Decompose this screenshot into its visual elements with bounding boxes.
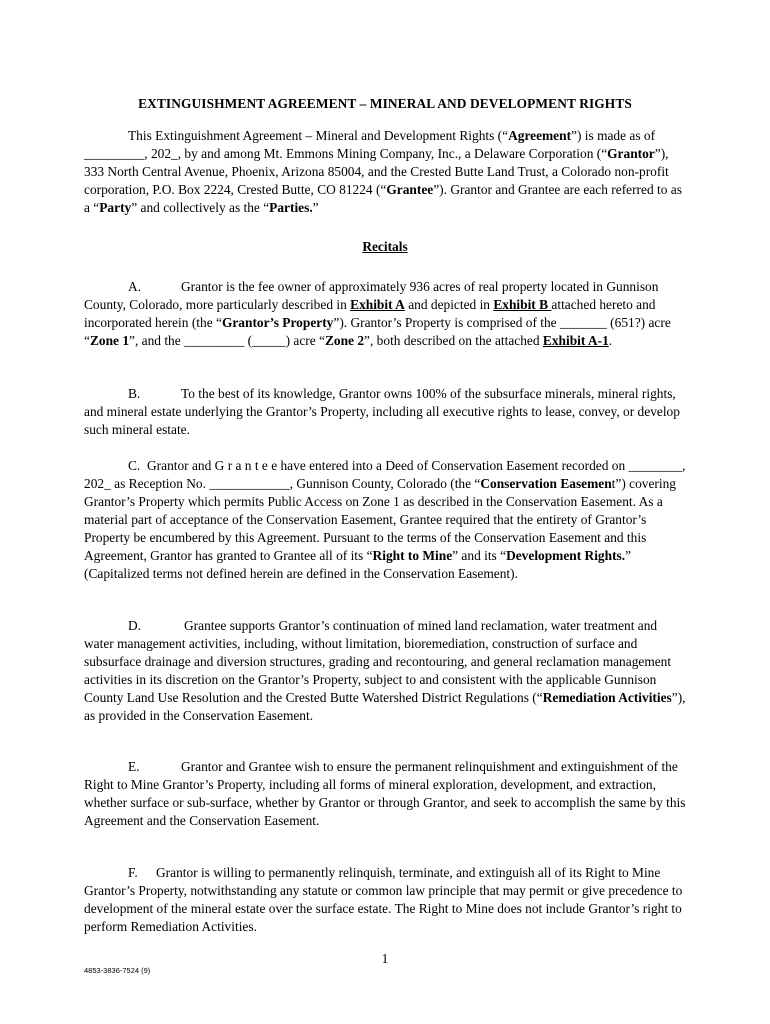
exhibit-a1-ref: Exhibit A-1: [542, 333, 609, 348]
document-id: 4853-3836-7524 (9): [84, 966, 151, 975]
recital-f: F. Grantor is willing to permanently relinquish, terminate, and extinguish all of its Right to Mine Grantor’s Property, notwithstanding any statute or common law principle that may permit or give precedence to development of the mineral estate over the surface estate. The Right to Mine does not include Grantor’s right to perform Remediation Activities.: [84, 865, 683, 934]
page-number: 1: [381, 951, 389, 966]
recital-b: B. To the best of its knowledge, Grantor owns 100% of the subsurface minerals, mineral rights, and mineral estate underlying the Grantor’s Property, including all executive rights to lease, convey, or develop such mineral estate.: [84, 386, 680, 437]
exhibit-a-ref: Exhibit A: [350, 297, 405, 312]
recital-a: A. Grantor is the fee owner of approximately 936 acres of real property located in Gunnison County, Colorado, more particularly described in Exhibit A and depicted in Exhibit B attached hereto and incorporated herein (the “Grantor’s Property”). Grantor’s Property is comprised of the _______ (651?) acre “Zone 1”, and the _________ (_____) acre “Zone 2”, both described on the attached Exhibit A-1.: [84, 279, 671, 348]
recital-d: D. Grantee supports Grantor’s continuation of mined land reclamation, water treatment and water management activities, including, without limitation, bioremediation, construction of surface and subsurface drainage and diversion structures, grading and recontouring, and general reclamation management activities in its discretion on the Grantor’s Property, subject to and consistent with the applicable Gunnison County Land Use Resolution and the Crested Butte Watershed District Regulations (“Remediation Activities”), as provided in the Conservation Easement.: [84, 618, 686, 723]
recital-e: E. Grantor and Grantee wish to ensure the permanent relinquishment and extinguishment of the Right to Mine Grantor’s Property, including all forms of mineral exploration, development, and extraction, whether surface or sub-surface, whether by Grantor or through Grantor, and seek to accomplish the same by this Agreement and the Conservation Easement.: [84, 759, 686, 828]
recital-c: C. Grantor and G r a n t e e have entered into a Deed of Conservation Easement recorded on ________, 202_ as Reception No. ____________, Gunnison County, Colorado (the “Conservation Easement”) covering Grantor’s Property which permits Public Access on Zone 1 as described in the Conservation Easement. As a material part of acceptance of the Conservation Easement, Grantee required that the entirety of Grantor’s Property be encumbered by this Agreement. Pursuant to the terms of the Conservation Easement and this Agreement, Grantor has granted to Grantee all of its “Right to Mine” and its “Development Rights.” (Capitalized terms not defined herein are defined in the Conservation Easement).: [84, 458, 686, 581]
recitals-heading: Recitals: [362, 239, 408, 254]
intro-paragraph: This Extinguishment Agreement – Mineral and Development Rights (“Agreement”) is made as of _________, 202_, by and among Mt. Emmons Mining Company, Inc., a Delaware Corporation (“Grantor”), 333 North Central Avenue, Phoenix, Arizona 85004, and the Crested Butte Land Trust, a Colorado non-profit corporation, P.O. Box 2224, Crested Butte, CO 81224 (“Grantee”). Grantor and Grantee are each referred to as a “Party” and collectively as the “Parties.”: [84, 128, 682, 215]
exhibit-b-ref: Exhibit B: [493, 297, 552, 312]
document-title: EXTINGUISHMENT AGREEMENT – MINERAL AND DEVELOPMENT RIGHTS: [138, 96, 632, 111]
